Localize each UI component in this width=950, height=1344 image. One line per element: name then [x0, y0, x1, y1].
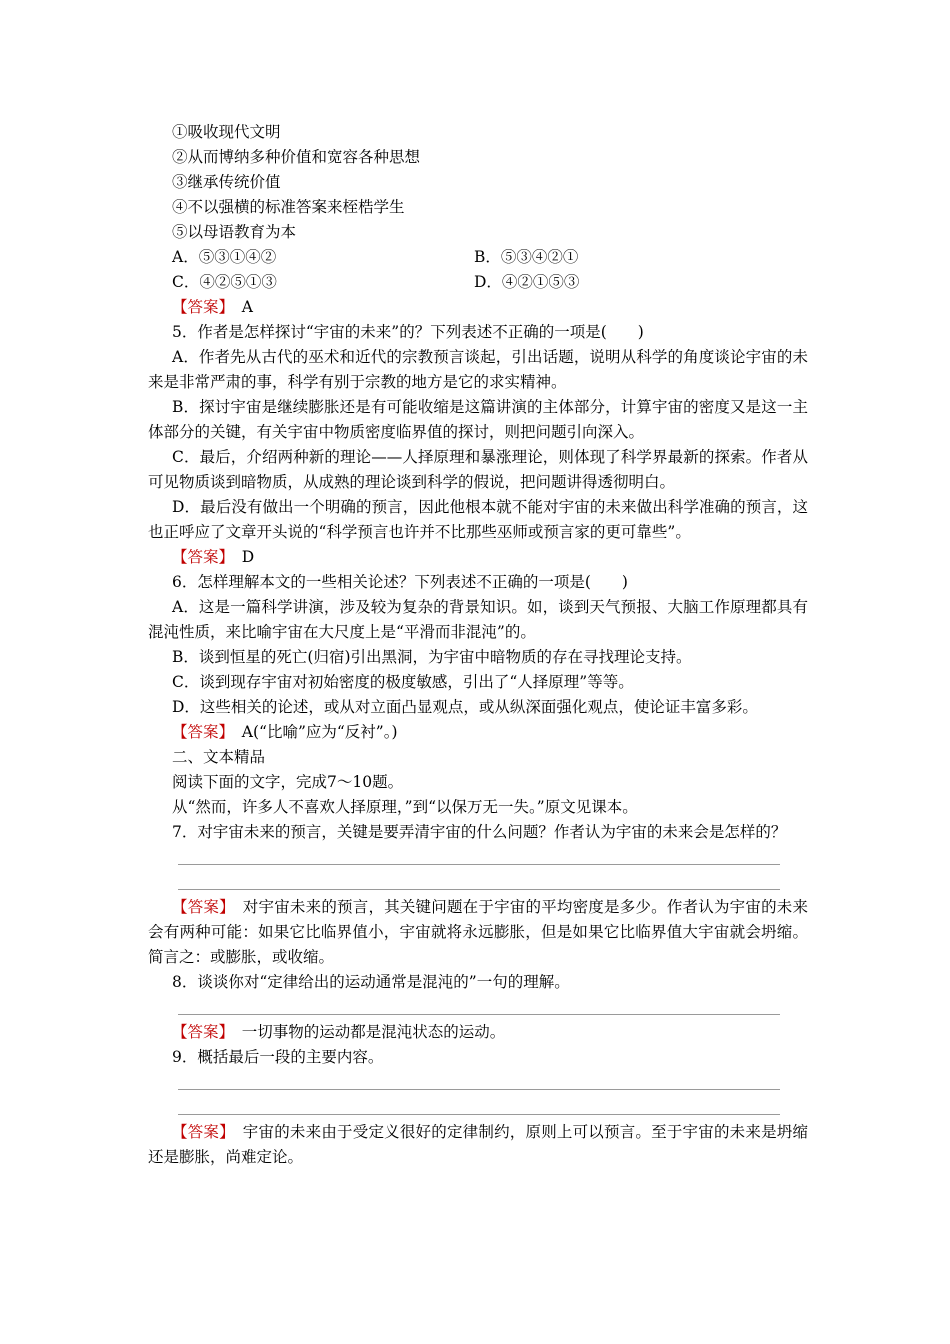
q6-option-d: D．这些相关的论述，或从对立面凸显观点，或从纵深面强化观点，使论证丰富多彩。 — [172, 698, 758, 716]
q4-answer-text: A — [241, 298, 253, 316]
section2-title: 二、文本精品 — [172, 748, 266, 766]
q6-option-a: A．这是一篇科学讲演，涉及较为复杂的背景知识。如，谈到天气预报、大脑工作原理都具有混沌性质，来比喻宇宙在大尺度上是“平滑而非混沌”的。 — [148, 598, 808, 641]
q8-answer-text: 一切事物的运动都是混沌状态的运动。 — [241, 1023, 506, 1041]
q9-answer-line-2 — [148, 1095, 808, 1120]
q4-options-row-1 — [148, 245, 808, 270]
q6-option-b: B．谈到恒星的死亡(归宿)引出黑洞，为宇宙中暗物质的存在寻找理论支持。 — [172, 648, 692, 666]
answer-tag: 【答案】 — [172, 898, 228, 916]
q6-answer-text: A(“比喻”应为“反衬”。) — [241, 723, 398, 741]
q4-options-row-2 — [148, 270, 808, 295]
q6-answer — [148, 720, 808, 745]
q8-answer-line-1 — [148, 995, 808, 1020]
q4-item-4: ④不以强横的标准答案来桎梏学生 — [172, 198, 405, 216]
document-body — [148, 120, 808, 1170]
q8-stem: 8．谈谈你对“定律给出的运动通常是混沌的”一句的理解。 — [172, 973, 570, 991]
q5-answer — [148, 545, 808, 570]
q9-stem: 9．概括最后一段的主要内容。 — [172, 1048, 384, 1066]
q6-option-c: C．谈到现存宇宙对初始密度的极度敏感，引出了“人择原理”等等。 — [172, 673, 634, 691]
q7-answer-line-1 — [148, 845, 808, 870]
q7-answer — [148, 895, 808, 970]
q4-answer — [148, 295, 808, 320]
answer-tag: 【答案】 — [172, 723, 227, 741]
q5-option-a: A．作者先从古代的巫术和近代的宗教预言谈起，引出话题，说明从科学的角度谈论宇宙的未来是非常严肃的事，科学有别于宗教的地方是它的求实精神。 — [148, 348, 808, 391]
q9-answer-text: 宇宙的未来由于受定义很好的定律制约，原则上可以预言。至于宇宙的未来是坍缩还是膨胀，尚难定论。 — [148, 1123, 808, 1166]
q7-answer-text: 对宇宙未来的预言，其关键问题在于宇宙的平均密度是多少。作者认为宇宙的未来会有两种可能：如果它比临界值小，宇宙就将永远膨胀，但是如果它比临界值大宇宙就会坍缩。简言之：或膨胀，或收缩。 — [148, 898, 808, 966]
q4-option-a: A．⑤③①④② — [172, 248, 277, 266]
answer-tag: 【答案】 — [172, 1123, 228, 1141]
q9-answer — [148, 1120, 808, 1170]
q4-option-d: D．④②①⑤③ — [474, 273, 580, 291]
q4-item-2: ②从而博纳多种价值和宽容各种思想 — [172, 148, 421, 166]
q5-option-c: C．最后，介绍两种新的理论——人择原理和暴涨理论，则体现了科学界最新的探索。作者从可见物质谈到暗物质，从成熟的理论谈到科学的假说，把问题讲得透彻明白。 — [148, 448, 808, 491]
q6-stem: 6．怎样理解本文的一些相关论述？下列表述不正确的一项是( ) — [172, 573, 628, 591]
q7-answer-line-2 — [148, 870, 808, 895]
q4-option-c: C．④②⑤①③ — [172, 273, 277, 291]
q7-stem: 7．对宇宙未来的预言，关键是要弄清宇宙的什么问题？作者认为宇宙的未来会是怎样的？ — [172, 823, 787, 841]
answer-tag: 【答案】 — [172, 548, 227, 566]
q4-item-5: ⑤以母语教育为本 — [172, 223, 297, 241]
answer-tag: 【答案】 — [172, 1023, 227, 1041]
q4-item-3: ③继承传统价值 — [172, 173, 281, 191]
q4-option-b: B．⑤③④②① — [474, 248, 579, 266]
q5-stem: 5．作者是怎样探讨“宇宙的未来”的？下列表述不正确的一项是( ) — [172, 323, 644, 341]
section2-instruction: 阅读下面的文字，完成7～10题。 — [172, 773, 404, 791]
q5-option-b: B．探讨宇宙是继续膨胀还是有可能收缩是这篇讲演的主体部分，计算宇宙的密度又是这一主体部分的关键，有关宇宙中物质密度临界值的探讨，则把问题引向深入。 — [148, 398, 808, 441]
q5-option-d: D．最后没有做出一个明确的预言，因此他根本就不能对宇宙的未来做出科学准确的预言，这也正呼应了文章开头说的“科学预言也许并不比那些巫师或预言家的更可靠些”。 — [148, 498, 808, 541]
section2-source: 从“然而，许多人不喜欢人择原理，”到“以保万无一失。”原文见课本。 — [172, 798, 638, 816]
q4-item-1: ①吸收现代文明 — [172, 123, 281, 141]
q8-answer — [148, 1020, 808, 1045]
q9-answer-line-1 — [148, 1070, 808, 1095]
answer-tag: 【答案】 — [172, 298, 227, 316]
q5-answer-text: D — [241, 548, 255, 566]
